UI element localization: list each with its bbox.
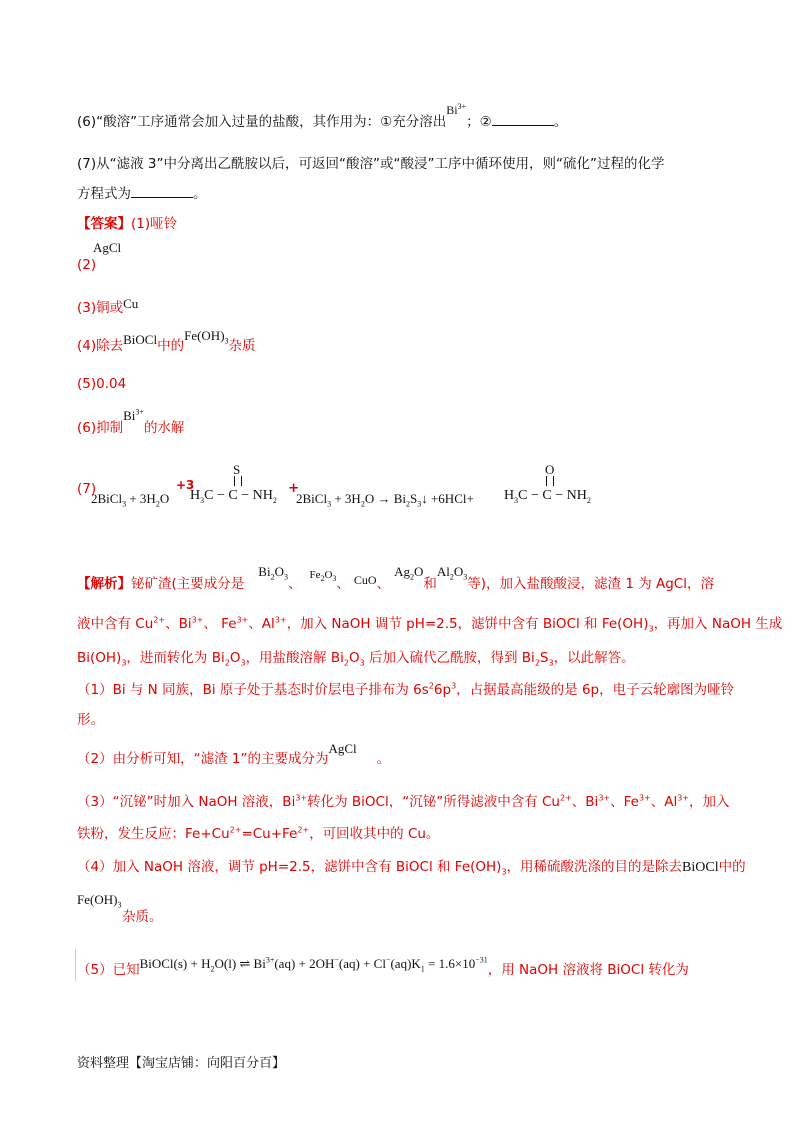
q6-end: 。: [553, 114, 568, 130]
sep2: 、: [336, 576, 350, 592]
answer-6-pre: (6)抑制: [77, 420, 124, 436]
analysis-p2-pre: （2）由分析可知，“滤渣 1”的主要成分为: [77, 751, 329, 767]
answer-3: [77, 296, 138, 316]
answer-7-s-atom: S: [233, 462, 241, 477]
answer-1: [77, 212, 177, 232]
analysis-line2: 液中含有 $Cu^{2+}$、$Bi^{3+}$、 $Fe^{3+}$、$Al^{3+}$，加入 NaOH 调节 pH=2.5，滤饼中含有 BiOCl 和 $Fe(OH)_3$，再加入 NaOH 生成: [77, 615, 783, 634]
answer-7-plus1: +3: [176, 478, 195, 492]
answer-3-formula: Cu: [123, 296, 139, 311]
q6-text: (6)“酸溶”工序通常会加入过量的盐酸，其作用为：①充分溶出: [77, 114, 447, 130]
sep1: 、: [287, 576, 302, 592]
q7-blank: [131, 185, 193, 198]
analysis-p4-end1: 中的: [718, 859, 746, 875]
answer-4-end: 杂质: [228, 338, 256, 354]
answer-7-acetamide: $H_3C - C - NH_2$: [504, 488, 591, 505]
footer: 资料整理【淘宝店铺：向阳百分百】: [77, 1056, 286, 1071]
analysis-line1: 【解析】铋矿渣(主要成分是$Bi_2O_3$、$^{Fe_2O_3}$、 CuO、$Ag_2O$和$Al_2O_3$等)，加入盐酸酸浸，滤渣 1 为 AgCl，溶: [77, 564, 714, 592]
answer-2-formula: AgCl: [93, 240, 122, 255]
answer-7-double-bond-s: [234, 476, 242, 486]
analysis-p3-line2: 铁粉，发生反应：$Fe+Cu^{2+}=Cu+Fe^{2+}$，可回收其中的 Cu。: [77, 825, 440, 842]
answer-tag: 【答案】: [77, 216, 131, 232]
q6-blank: [492, 113, 554, 126]
answer-4: (4)除去BiOCl中的$Fe(OH)_3$杂质: [77, 328, 256, 354]
analysis-p0b: 等)，加入盐酸酸浸，滤渣 1 为 AgCl，溶: [467, 576, 714, 592]
answer-4-mid: 中的: [157, 338, 185, 354]
analysis-p4-line1: （4）加入 NaOH 溶液，调节 pH=2.5，滤饼中含有 BiOCl 和 $Fe(OH)_3$，用稀硫酸洗涤的目的是除去BiOCl中的: [77, 859, 746, 877]
answer-6: (6)抑制$Bi^{3+}$的水解: [77, 407, 185, 436]
analysis-line3: $Bi(OH)_3$，进而转化为 $Bi_2O_3$，用盐酸溶解 $Bi_2O_3$ 后加入硫代乙酰胺，得到 $Bi_2S_3$，以此解答。: [77, 650, 635, 668]
answer-7-thioacetamide: $H_3C - C - NH_2$: [190, 488, 277, 505]
answer-4-pre: (4)除去: [77, 338, 124, 354]
answer-3-text: (3)铜或: [77, 300, 124, 316]
answer-7-double-bond-o: [546, 476, 554, 486]
q7-end: 。: [193, 186, 207, 202]
answer-7-lhs: 2BiCl$_3$ + $3H_2O$: [91, 491, 170, 509]
analysis-p3-line1: （3）“沉铋”时加入 NaOH 溶液，$Bi^{3+}$转化为 BiOCl，“沉铋”所得滤液中含有 $Cu^{2+}$、$Bi^{3+}$、$Fe^{3+}$、$Al^{3+}$，加入: [77, 793, 730, 810]
analysis-p0a: 铋矿渣(主要成分是: [131, 576, 245, 592]
analysis-p4-line2: 杂质。: [122, 909, 163, 925]
answer-7-plus2: +: [288, 480, 300, 496]
question-7-line1: (7)从“滤液 3”中分离出乙酰胺以后，可返回“酸溶”或“酸浸”工序中循环使用，则“硫化”过程的化学: [77, 156, 665, 172]
answer-7-o-atom: O: [545, 462, 555, 477]
analysis-p5-pre: （5）已知: [77, 962, 140, 978]
answer-7-num: (7): [77, 481, 97, 497]
answer-7-mid: 2BiCl$_3$ + $3H_2O$ → $Bi_2S_3↓ +6HCl+$: [296, 491, 474, 509]
q7-l2-text: 方程式为: [77, 186, 131, 202]
answer-5: (5)0.04: [77, 376, 127, 392]
analysis-p5-end: ，用 NaOH 溶液将 BiOCl 转化为: [487, 962, 689, 978]
answer-1-text: (1)哑铃: [131, 216, 178, 232]
analysis-p1-line1: （1）Bi 与 N 同族，Bi 原子处于基态时价层电子排布为 $6s^26p^3$，占据最高能级的是 6p，电子云轮廓图为哑铃: [77, 681, 735, 698]
sep3: 、: [376, 576, 391, 592]
answer-6-end: 的水解: [143, 420, 185, 436]
margin-rule: [75, 949, 76, 981]
q6-mid: ；②: [466, 114, 492, 130]
analysis-p2-end: 。: [376, 751, 391, 767]
analysis-p4-formula: $Fe(OH)_3$: [77, 892, 122, 910]
analysis-p5: （5）已知BiOCl(s) + $H_2O(l)$ ⇌ $Bi^{3+}(aq) + 2OH^-(aq) + Cl^-(aq)K_1 = 1.6\times 10^{-31}$，用 NaOH 溶液将 BiOCl 转化为: [77, 955, 689, 978]
analysis-p2: （2）由分析可知，“滤渣 1”的主要成分为AgCl。: [77, 741, 391, 767]
answer-2-num: (2): [77, 257, 97, 273]
question-7-line2: [77, 182, 207, 202]
analysis-tag: 【解析】: [77, 576, 131, 592]
question-6: [77, 102, 568, 130]
analysis-p1-line2: 形。: [77, 712, 104, 728]
q6-ion: $Bi^{3+}$: [446, 102, 467, 117]
sep4: 和: [423, 576, 437, 592]
